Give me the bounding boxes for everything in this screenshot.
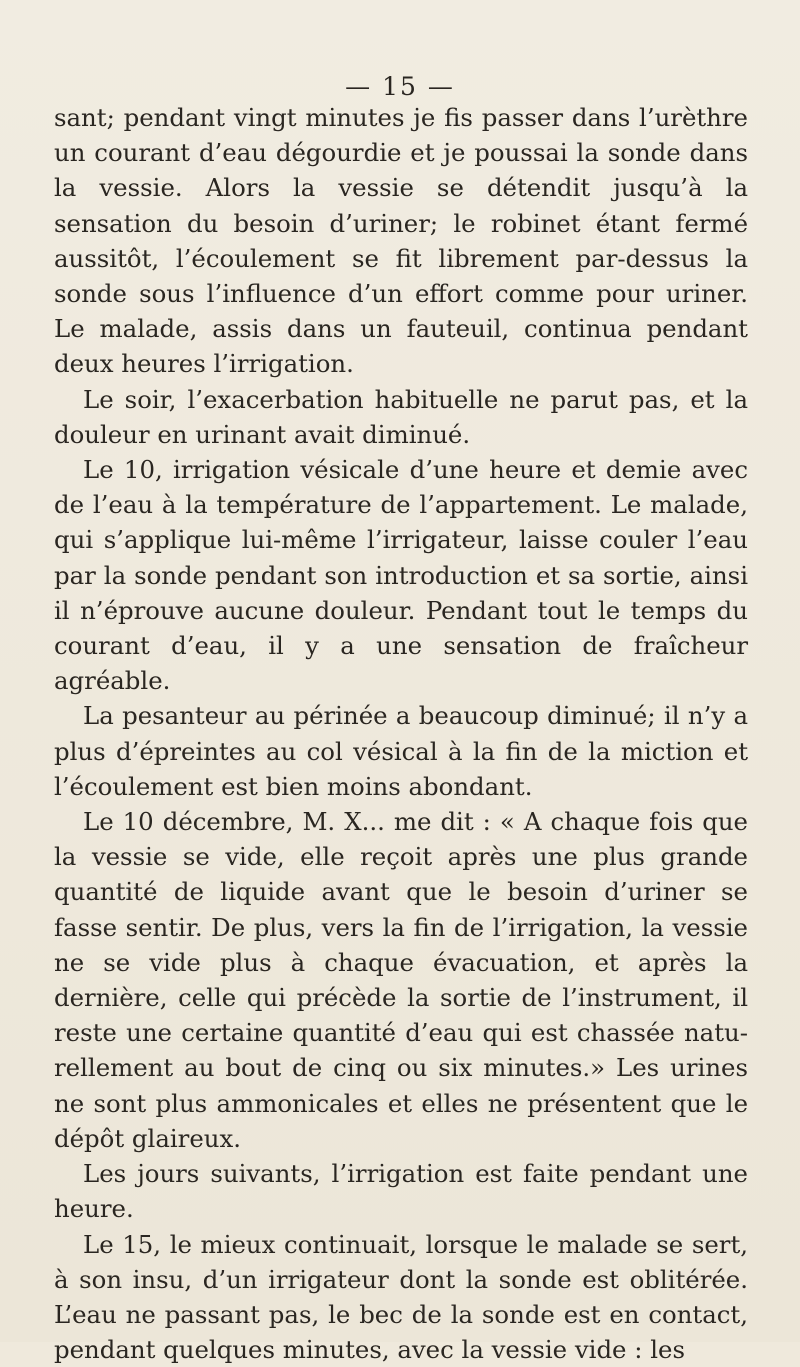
paragraph-3: Le 10, irrigation vésicale d’une heure et demie avec de l’eau à la température de l’appartement. Le malade, qui s’applique lui-même l’irrigateur, laisse couler l’eau par la sonde pendant son introduction et sa sortie, ainsi il n’éprouve aucune douleur. Pendant tout le temps du courant d’eau, il y a une sensation de fraîcheur agréable. — [54, 452, 748, 698]
paragraph-6: Les jours suivants, l’irrigation est faite pendant une heure. — [54, 1156, 748, 1226]
paragraph-4: La pesanteur au périnée a beaucoup diminué; il n’y a plus d’épreintes au col vésical à la fin de la miction et l’écoulement est bien moins abondant. — [54, 698, 748, 804]
paragraph-7: Le 15, le mieux continuait, lorsque le malade se sert, à son insu, d’un irrigateur dont la sonde est oblitérée. L’eau ne passant pas, le bec de la sonde est en contact, pendant quelques minutes, avec la vessie vide : les — [54, 1227, 748, 1367]
paragraph-2: Le soir, l’exacerbation habituelle ne parut pas, et la douleur en urinant avait diminué. — [54, 382, 748, 452]
paragraph-5: Le 10 décembre, M. X... me dit : « A chaque fois que la vessie se vide, elle reçoit après une plus grande quantité de liquide avant que le besoin d’uriner se fasse sentir. De plus, vers la fin de l’irrigation, la vessie ne se vide plus à chaque évacuation, et après la dernière, celle qui précède la sortie de l’instrument, il reste une certaine quantité d’eau qui est chassée naturellement au bout de cinq ou six minutes.» Les urines ne sont plus ammonicales et elles ne présentent que le dépôt glaireux. — [54, 804, 748, 1156]
page-number: — 15 — — [0, 72, 800, 101]
paragraph-1: sant; pendant vingt minutes je fis passer dans l’urèthre un courant d’eau dégourdie et je poussai la sonde dans la vessie. Alors la vessie se détendit jusqu’à la sensation du besoin d’uriner; le robinet étant fermé aussitôt, l’écoulement se fit librement par-dessus la sonde sous l’influence d’un effort comme pour uriner. Le malade, assis dans un fauteuil, continua pendant deux heures l’irrigation. — [54, 100, 748, 382]
body-text — [54, 100, 748, 1367]
